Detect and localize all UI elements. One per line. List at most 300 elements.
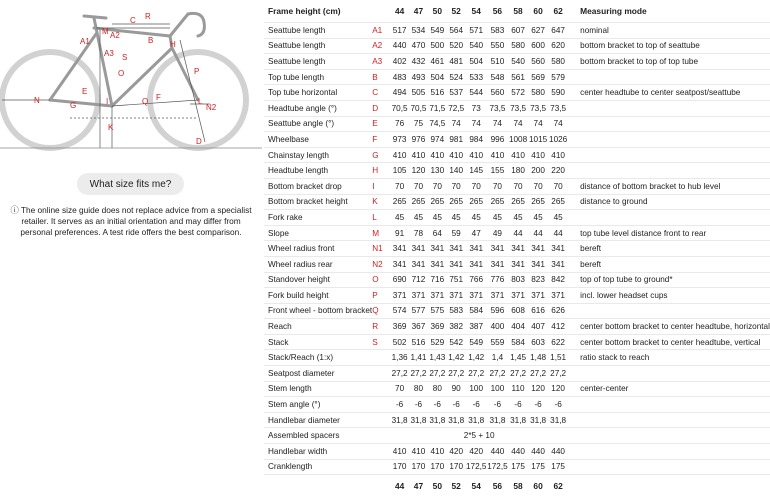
row-value: 500 (430, 41, 445, 51)
row-value: 1,42 (468, 353, 485, 363)
row-value: 1008 (508, 134, 528, 144)
row-code: R (372, 322, 379, 332)
row-value: 603 (531, 337, 545, 347)
row-value: 580 (511, 41, 525, 51)
row-label: Stack (268, 337, 289, 347)
row-value: 1026 (549, 134, 568, 144)
row-value: 549 (469, 337, 484, 347)
size-footer: 44 (394, 481, 405, 492)
row-value: 407 (531, 322, 545, 332)
row-note (568, 303, 770, 319)
row-label: Reach (268, 322, 292, 332)
table-row (264, 85, 770, 101)
row-label: Cranklength (268, 462, 313, 472)
row-value: 544 (469, 88, 484, 98)
svg-text:P: P (194, 67, 200, 76)
row-note: nominal (580, 25, 609, 35)
row-value: 529 (430, 337, 445, 347)
row-note (568, 147, 770, 163)
row-value: 369 (430, 322, 445, 332)
row-label: Stem length (268, 384, 312, 394)
row-value: 341 (531, 259, 545, 269)
row-value: 387 (469, 322, 484, 332)
row-value: 412 (551, 322, 565, 332)
row-value: 371 (449, 290, 464, 300)
table-row (264, 147, 770, 163)
row-code (372, 412, 390, 428)
row-value: 981 (449, 134, 464, 144)
row-value: 31,8 (448, 415, 465, 425)
row-value: 74 (451, 119, 461, 129)
size-footer: 52 (451, 481, 461, 492)
row-value: 516 (411, 337, 426, 347)
row-value: 540 (469, 41, 484, 51)
row-value: 583 (449, 306, 464, 316)
row-value: 44 (553, 228, 563, 238)
svg-text:N: N (34, 96, 40, 105)
svg-text:D: D (196, 137, 202, 146)
row-value: 172,5 (487, 462, 508, 472)
row-note: distance of bottom bracket to hub level (580, 181, 721, 191)
row-value: 580 (531, 88, 545, 98)
svg-text:K: K (108, 123, 114, 132)
row-value: 175 (511, 462, 525, 472)
row-value: 402 (392, 56, 407, 66)
row-code (372, 444, 390, 460)
row-value: 564 (449, 25, 464, 35)
row-note: top of top tube to ground* (580, 275, 673, 285)
svg-text:F: F (156, 93, 161, 102)
row-value: 504 (469, 56, 484, 66)
row-value: 1,41 (410, 353, 427, 363)
row-value: 27,2 (468, 368, 485, 378)
row-value: 27,2 (448, 368, 465, 378)
row-value: 70 (471, 181, 481, 191)
table-row (264, 288, 770, 304)
svg-text:G: G (70, 101, 77, 110)
row-value: 341 (449, 259, 464, 269)
row-code: K (372, 197, 378, 207)
row-value: 400 (490, 322, 505, 332)
row-value: 341 (411, 244, 426, 254)
row-value: 45 (492, 212, 502, 222)
row-value: 172,5 (465, 462, 487, 472)
row-value: 996 (490, 134, 505, 144)
row-value: 626 (551, 306, 565, 316)
row-value: 1,42 (448, 353, 465, 363)
table-row (264, 116, 770, 132)
row-code: D (372, 103, 379, 113)
row-value: 766 (469, 275, 484, 285)
row-value: 74 (533, 119, 543, 129)
row-value: 590 (551, 88, 565, 98)
row-value: 110 (511, 384, 525, 394)
row-value: 265 (531, 197, 545, 207)
row-value: 47 (471, 228, 481, 238)
table-row (264, 225, 770, 241)
svg-text:S: S (122, 53, 128, 62)
row-value: 91 (395, 228, 405, 238)
row-value: 596 (490, 306, 505, 316)
row-value: 583 (490, 25, 505, 35)
row-value: 483 (392, 72, 407, 82)
row-code (372, 350, 390, 366)
row-value: 70 (432, 181, 442, 191)
row-value: 31,8 (510, 415, 527, 425)
row-value: 410 (430, 446, 445, 456)
row-value: 70,5 (391, 103, 408, 113)
row-value: 420 (449, 446, 464, 456)
row-value: 73 (471, 103, 481, 113)
row-value: 341 (411, 259, 426, 269)
svg-text:N2: N2 (206, 103, 217, 112)
row-value: 440 (490, 446, 505, 456)
row-value: 616 (531, 306, 545, 316)
row-label: Top tube length (268, 72, 324, 82)
row-value: 493 (411, 72, 426, 82)
row-note: distance to ground (580, 197, 648, 207)
size-header: 58 (513, 6, 523, 16)
row-code (372, 397, 390, 413)
row-value: 540 (511, 56, 525, 66)
row-value: 74 (513, 119, 523, 129)
row-value: 175 (531, 462, 545, 472)
row-value: 31,8 (429, 415, 446, 425)
row-value: 31,8 (530, 415, 547, 425)
row-value: 27,2 (410, 368, 427, 378)
row-value: 410 (490, 150, 505, 160)
row-value: 78 (413, 228, 424, 238)
table-row (264, 381, 770, 397)
frame-height-header: Frame height (cm) (268, 6, 341, 16)
row-value: 73,5 (510, 103, 527, 113)
svg-text:B: B (148, 36, 154, 45)
table-row (264, 350, 770, 366)
row-label: Wheel radius rear (268, 259, 333, 269)
svg-text:A2: A2 (110, 31, 120, 40)
row-value: 45 (533, 212, 543, 222)
row-code: I (372, 181, 375, 191)
row-value: 410 (449, 150, 464, 160)
row-value: 59 (451, 228, 461, 238)
table-row (264, 69, 770, 85)
row-value: 560 (490, 88, 505, 98)
row-value: 175 (551, 462, 565, 472)
row-value: 170 (449, 462, 464, 472)
row-note: top tube level distance front to rear (580, 228, 707, 238)
row-value: 265 (469, 197, 484, 207)
table-row (264, 194, 770, 210)
row-value: 410 (411, 446, 426, 456)
row-value: 45 (395, 212, 405, 222)
row-label: Seattube angle (°) (268, 119, 335, 129)
row-note (568, 412, 770, 428)
row-value: 542 (449, 337, 464, 347)
row-value: 44 (533, 228, 543, 238)
row-value: 140 (449, 166, 464, 176)
row-value: -6 (452, 400, 460, 410)
row-label: Top tube horizontal (268, 88, 338, 98)
row-value: 31,8 (410, 415, 427, 425)
row-note: bottom bracket to top of top tube (580, 56, 699, 66)
row-value: 265 (449, 197, 464, 207)
row-value: 70 (451, 181, 461, 191)
geometry-panel (0, 0, 262, 439)
row-value: 100 (490, 384, 505, 394)
size-footer: 50 (432, 481, 442, 492)
size-footer: 47 (413, 481, 424, 492)
row-value: 70 (395, 384, 405, 394)
row-code: A3 (372, 56, 383, 66)
row-value: 1,48 (530, 353, 547, 363)
row-value: 751 (449, 275, 464, 285)
row-value: 31,8 (489, 415, 506, 425)
row-value: 559 (490, 337, 505, 347)
row-value: 440 (551, 446, 565, 456)
row-value: 608 (511, 306, 525, 316)
row-value: 404 (511, 322, 525, 332)
row-value: 170 (411, 462, 426, 472)
row-value: 371 (551, 290, 565, 300)
row-value: 170 (392, 462, 407, 472)
row-code: O (372, 275, 379, 285)
row-value: 548 (490, 72, 505, 82)
row-value: 520 (449, 41, 464, 51)
row-value: -6 (395, 400, 404, 410)
row-note: incl. lower headset cups (580, 290, 668, 300)
size-footer: 60 (533, 481, 543, 492)
row-label: Seattube length (268, 56, 326, 66)
table-row (264, 54, 770, 70)
row-value: 70 (395, 181, 405, 191)
row-value: 569 (531, 72, 545, 82)
row-value: 31,8 (550, 415, 567, 425)
row-value: 560 (531, 56, 545, 66)
row-value: 461 (430, 56, 445, 66)
row-value: 1,51 (550, 353, 567, 363)
row-value: 1,36 (391, 353, 408, 363)
row-value: 75 (413, 119, 424, 129)
row-label: Seattube length (268, 41, 326, 51)
row-value: 265 (551, 197, 565, 207)
row-value: 574 (392, 306, 407, 316)
row-value: 607 (511, 25, 525, 35)
svg-text:I: I (106, 97, 109, 106)
size-guide-notice (6, 205, 256, 238)
row-value: 440 (392, 41, 407, 51)
row-value: 533 (469, 72, 484, 82)
measuring-mode-header: Measuring mode (580, 6, 647, 16)
row-value: 627 (531, 25, 545, 35)
row-value: 517 (392, 25, 407, 35)
row-note: center bottom bracket to center headtube, horizontal (580, 322, 770, 332)
svg-text:H: H (170, 40, 176, 49)
row-note: bottom bracket to top of seattube (580, 41, 700, 51)
row-note: bereft (580, 259, 602, 269)
row-value: 45 (471, 212, 481, 222)
row-value: 341 (469, 244, 484, 254)
row-value: 100 (469, 384, 484, 394)
row-value: 549 (430, 25, 445, 35)
table-row (264, 100, 770, 116)
row-code: E (372, 119, 378, 129)
row-value: 341 (469, 259, 484, 269)
row-value: -6 (493, 400, 502, 410)
row-note (568, 163, 770, 179)
row-value: 371 (511, 290, 525, 300)
row-value: -6 (534, 400, 542, 410)
row-value: 534 (411, 25, 426, 35)
row-value: 70 (492, 181, 502, 191)
row-value: 265 (392, 197, 407, 207)
row-value: 130 (430, 166, 445, 176)
row-value: 80 (432, 384, 442, 394)
row-label: Seatpost diameter (268, 368, 335, 378)
row-code: A2 (372, 41, 383, 51)
table-row (264, 334, 770, 350)
row-value: 470 (411, 41, 426, 51)
row-value: 27,2 (489, 368, 506, 378)
table-row (264, 163, 770, 179)
svg-text:E: E (82, 87, 88, 96)
row-value: 577 (411, 306, 426, 316)
row-value: 622 (551, 337, 565, 347)
row-label: Chainstay length (268, 150, 329, 160)
row-label: Wheelbase (268, 134, 309, 144)
row-value: 974 (430, 134, 445, 144)
row-value: 70 (413, 181, 424, 191)
row-value: 440 (511, 446, 525, 456)
row-label: Bottom bracket drop (268, 181, 342, 191)
row-value: 505 (411, 88, 426, 98)
row-value: 180 (511, 166, 525, 176)
geometry-table (264, 0, 770, 497)
row-value: 1,43 (429, 353, 446, 363)
row-value: 420 (469, 446, 484, 456)
row-value: 432 (411, 56, 426, 66)
row-value: 575 (430, 306, 445, 316)
row-value: 371 (430, 290, 445, 300)
table-header-row (264, 0, 770, 23)
row-value: 120 (411, 166, 426, 176)
row-value: 74 (471, 119, 481, 129)
svg-text:Q: Q (142, 97, 149, 106)
row-value: 45 (451, 212, 461, 222)
row-note: bereft (580, 244, 602, 254)
table-row (264, 256, 770, 272)
row-value: 382 (449, 322, 464, 332)
row-value: 579 (551, 72, 565, 82)
row-value: 371 (392, 290, 407, 300)
row-value: 200 (531, 166, 545, 176)
footer-spacer (372, 475, 390, 497)
row-value: 584 (511, 337, 525, 347)
size-advisor-button[interactable]: What size fits me? (77, 173, 184, 195)
row-value: 524 (449, 72, 464, 82)
row-note (568, 100, 770, 116)
row-code: M (372, 228, 380, 238)
row-value: 341 (511, 259, 525, 269)
row-label: Headtube angle (°) (268, 103, 337, 113)
row-value: 120 (531, 384, 545, 394)
row-value: 823 (531, 275, 545, 285)
row-value: 410 (551, 150, 565, 160)
svg-text:O: O (118, 69, 125, 78)
row-value: 27,2 (391, 368, 408, 378)
row-value: -6 (554, 400, 562, 410)
geometry-table-panel (264, 0, 770, 492)
row-value: 1,4 (491, 353, 504, 363)
row-value: 74,5 (429, 119, 446, 129)
row-value: 371 (469, 290, 484, 300)
row-value: 45 (413, 212, 424, 222)
svg-text:R: R (145, 12, 151, 21)
row-value: 27,2 (429, 368, 446, 378)
table-row (264, 459, 770, 475)
row-label: Fork rake (268, 212, 303, 222)
row-value: 155 (490, 166, 505, 176)
table-row (264, 23, 770, 39)
row-value: 105 (392, 166, 407, 176)
row-value: 27,2 (530, 368, 547, 378)
row-code (372, 428, 390, 444)
footer-spacer (264, 475, 372, 497)
row-value: 410 (469, 150, 484, 160)
row-note (568, 69, 770, 85)
row-value: 120 (551, 384, 565, 394)
row-value: 341 (392, 259, 407, 269)
footer-spacer (568, 475, 770, 497)
size-header: 60 (533, 6, 543, 16)
row-value: 410 (511, 150, 525, 160)
row-value: 341 (392, 244, 407, 254)
row-value: 341 (430, 259, 445, 269)
row-value: 690 (392, 275, 407, 285)
row-label: Assembled spacers (268, 431, 340, 441)
svg-text:L: L (198, 97, 203, 106)
row-value: 73,5 (530, 103, 547, 113)
size-footer: 58 (513, 481, 523, 492)
row-value: 70 (553, 181, 563, 191)
row-note (568, 366, 770, 382)
row-value: 371 (531, 290, 545, 300)
row-note: center headtube to center seatpost/seattube (580, 88, 741, 98)
table-row (264, 366, 770, 382)
row-value: 27,2 (550, 368, 567, 378)
row-note (568, 132, 770, 148)
row-code: A1 (372, 25, 383, 35)
code-header (372, 0, 390, 23)
table-row (264, 303, 770, 319)
row-value: 410 (392, 150, 407, 160)
row-value: 31,8 (468, 415, 485, 425)
row-value: 440 (531, 446, 545, 456)
row-value: 90 (451, 384, 461, 394)
info-icon: ⓘ (10, 205, 21, 215)
row-value: 600 (531, 41, 545, 51)
row-value: 265 (511, 197, 525, 207)
row-value: 70,5 (410, 103, 427, 113)
row-value: 371 (411, 290, 426, 300)
row-value: -6 (414, 400, 423, 410)
row-value: 1,45 (510, 353, 527, 363)
row-value: 973 (392, 134, 407, 144)
row-value: 516 (430, 88, 445, 98)
row-value: -6 (514, 400, 522, 410)
row-value: 502 (392, 337, 407, 347)
size-header: 56 (492, 6, 503, 16)
row-value: 481 (449, 56, 464, 66)
